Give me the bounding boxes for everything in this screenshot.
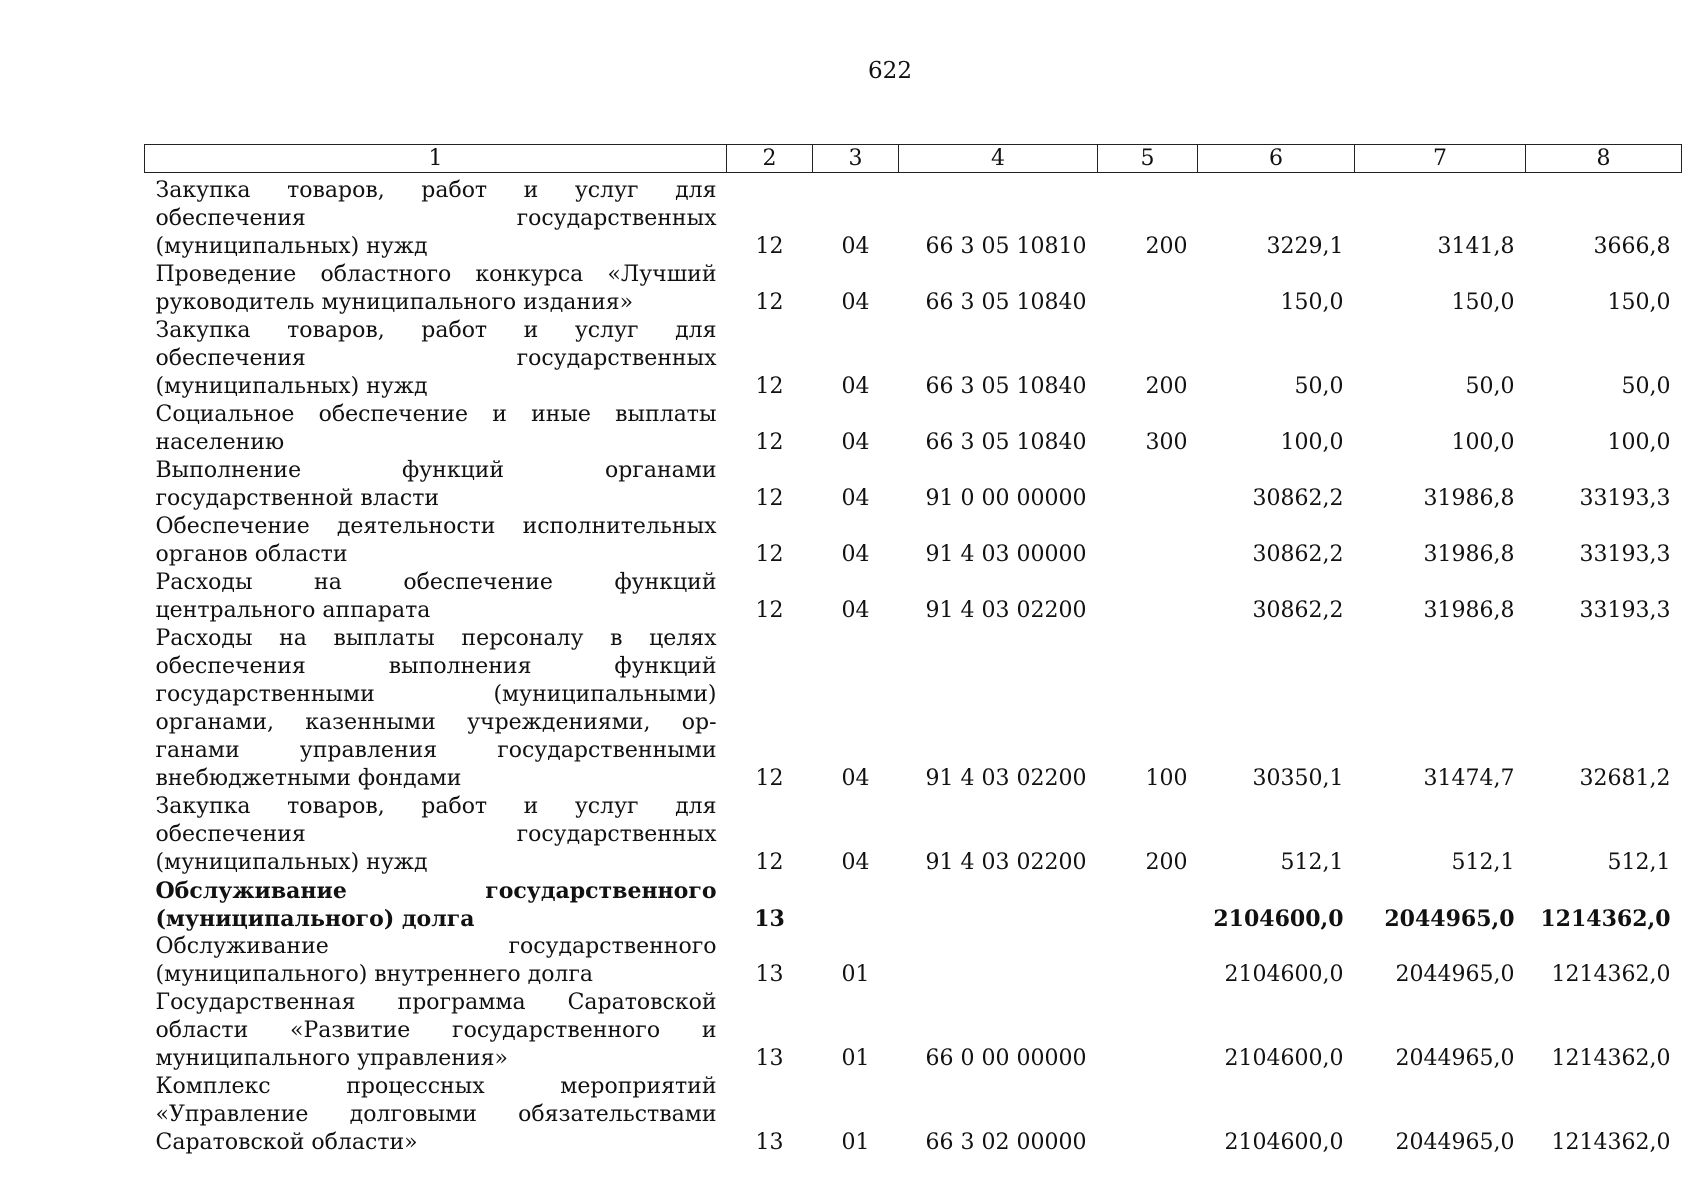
row-name: Социальное обеспечение и иные выплаты населению	[155, 402, 717, 455]
row-name: Расходы на выплаты персоналу в целях обеспечения выполнения функций государственными (муниципальными) органами, казенными учреждениями, органами управления государственными внебюджетными фондами	[155, 626, 717, 791]
row-subsection: 04	[841, 374, 870, 399]
budget-table	[144, 144, 1682, 1157]
row-name: Закупка товаров, работ и услуг для обеспечения государственных (муниципальных) нужд	[155, 794, 717, 875]
row-expense-type	[1098, 261, 1198, 317]
row-section: 12	[755, 430, 784, 455]
row-section: 12	[755, 850, 784, 875]
row-section: 13	[755, 1046, 784, 1071]
row-amount-3: 3666,8	[1593, 234, 1671, 259]
row-amount-2: 31986,8	[1423, 542, 1515, 567]
column-header-5: 5	[1098, 145, 1198, 173]
row-section: 12	[755, 290, 784, 315]
row-amount-2: 512,1	[1451, 850, 1515, 875]
row-amount-3: 1214362,0	[1551, 1130, 1671, 1155]
row-expense-type	[1098, 457, 1198, 513]
row-subsection: 01	[841, 962, 870, 987]
table-row	[145, 317, 1682, 401]
row-expense-type: 100	[1145, 766, 1188, 791]
row-amount-2: 100,0	[1451, 430, 1515, 455]
row-amount-1: 100,0	[1280, 430, 1344, 455]
row-subsection: 04	[841, 486, 870, 511]
row-subsection: 04	[841, 766, 870, 791]
row-name: Проведение областного конкурса «Лучший руководитель муниципального издания»	[155, 262, 717, 315]
column-header-6: 6	[1198, 145, 1355, 173]
row-section: 12	[755, 486, 784, 511]
row-amount-2: 3141,8	[1437, 234, 1515, 259]
row-target-code: 91 4 03 02200	[925, 598, 1087, 623]
row-expense-type	[1098, 513, 1198, 569]
table-row	[145, 401, 1682, 457]
row-amount-1: 30862,2	[1252, 542, 1344, 567]
row-subsection	[813, 877, 899, 933]
row-expense-type	[1098, 1073, 1198, 1157]
row-section: 12	[755, 766, 784, 791]
page-number: 622	[868, 58, 912, 84]
row-expense-type	[1098, 933, 1198, 989]
row-target-code: 91 0 00 00000	[925, 486, 1087, 511]
row-name: Расходы на обеспечение функций центрального аппарата	[155, 570, 717, 623]
row-amount-2: 2044965,0	[1384, 906, 1515, 932]
row-amount-1: 2104600,0	[1213, 906, 1344, 932]
table-row	[145, 261, 1682, 317]
column-header-1: 1	[145, 145, 727, 173]
row-name: Обслуживание государственного (муниципального) внутреннего долга	[155, 934, 717, 987]
row-subsection: 04	[841, 542, 870, 567]
row-section: 13	[755, 962, 784, 987]
row-name: Закупка товаров, работ и услуг для обеспечения государственных (муниципальных) нужд	[155, 178, 717, 259]
row-expense-type	[1098, 569, 1198, 625]
row-amount-3: 33193,3	[1579, 486, 1671, 511]
row-name: Государственная программа Саратовской области «Развитие государственного и муниципального управления»	[155, 990, 717, 1071]
column-header-8: 8	[1526, 145, 1682, 173]
row-section: 12	[755, 234, 784, 259]
row-target-code: 66 3 05 10840	[925, 374, 1087, 399]
row-amount-2: 31986,8	[1423, 486, 1515, 511]
row-amount-3: 512,1	[1607, 850, 1671, 875]
row-amount-2: 31986,8	[1423, 598, 1515, 623]
row-amount-1: 2104600,0	[1224, 962, 1344, 987]
row-amount-1: 3229,1	[1266, 234, 1344, 259]
row-amount-3: 32681,2	[1579, 766, 1671, 791]
row-amount-3: 1214362,0	[1551, 1046, 1671, 1071]
row-target-code: 66 3 05 10840	[925, 430, 1087, 455]
row-name: Комплекс процессных мероприятий «Управление долговыми обязательствами Саратовской области»	[155, 1074, 717, 1155]
row-name: Обеспечение деятельности исполнительных органов области	[155, 514, 717, 567]
row-section: 13	[754, 906, 785, 932]
row-amount-2: 2044965,0	[1395, 962, 1515, 987]
row-amount-2: 2044965,0	[1395, 1130, 1515, 1155]
row-amount-3: 100,0	[1607, 430, 1671, 455]
row-target-code: 91 4 03 02200	[925, 850, 1087, 875]
row-amount-1: 2104600,0	[1224, 1046, 1344, 1071]
row-subsection: 04	[841, 430, 870, 455]
row-section: 12	[755, 374, 784, 399]
row-section: 13	[755, 1130, 784, 1155]
column-header-7: 7	[1355, 145, 1526, 173]
table-row	[145, 1073, 1682, 1157]
row-target-code: 91 4 03 02200	[925, 766, 1087, 791]
row-subsection: 01	[841, 1046, 870, 1071]
row-section: 12	[755, 542, 784, 567]
row-subsection: 04	[841, 234, 870, 259]
row-target-code	[899, 877, 1098, 933]
row-amount-1: 50,0	[1294, 374, 1344, 399]
row-expense-type: 300	[1145, 430, 1188, 455]
row-amount-1: 150,0	[1280, 290, 1344, 315]
row-section: 12	[755, 598, 784, 623]
row-name: Закупка товаров, работ и услуг для обеспечения государственных (муниципальных) нужд	[155, 318, 717, 399]
table-row	[145, 625, 1682, 793]
column-header-2: 2	[727, 145, 813, 173]
row-amount-1: 30350,1	[1252, 766, 1344, 791]
table-row	[145, 513, 1682, 569]
table-header	[145, 145, 1682, 173]
row-amount-2: 50,0	[1465, 374, 1515, 399]
row-expense-type: 200	[1145, 374, 1188, 399]
row-expense-type	[1098, 877, 1198, 933]
row-target-code: 66 3 05 10840	[925, 290, 1087, 315]
table-row	[145, 569, 1682, 625]
row-amount-3: 50,0	[1621, 374, 1671, 399]
row-amount-3: 33193,3	[1579, 598, 1671, 623]
row-amount-1: 2104600,0	[1224, 1130, 1344, 1155]
table-row	[145, 457, 1682, 513]
header-row	[145, 145, 1682, 173]
row-amount-1: 512,1	[1280, 850, 1344, 875]
column-header-3: 3	[813, 145, 899, 173]
row-subsection: 04	[841, 598, 870, 623]
row-subsection: 04	[841, 850, 870, 875]
row-amount-2: 31474,7	[1423, 766, 1515, 791]
table-row	[145, 793, 1682, 877]
table-row	[145, 877, 1682, 933]
table-row	[145, 933, 1682, 989]
row-target-code: 66 3 02 00000	[925, 1130, 1087, 1155]
row-amount-3: 1214362,0	[1540, 906, 1671, 932]
row-name: Обслуживание государственного (муниципального) долга	[155, 878, 717, 932]
table-body	[145, 173, 1682, 1158]
row-target-code	[899, 933, 1098, 989]
row-expense-type: 200	[1145, 234, 1188, 259]
row-amount-2: 150,0	[1451, 290, 1515, 315]
row-amount-3: 33193,3	[1579, 542, 1671, 567]
table-row	[145, 989, 1682, 1073]
row-subsection: 01	[841, 1130, 870, 1155]
row-target-code: 66 0 00 00000	[925, 1046, 1087, 1071]
row-target-code: 66 3 05 10810	[925, 234, 1087, 259]
column-header-4: 4	[899, 145, 1098, 173]
row-amount-1: 30862,2	[1252, 486, 1344, 511]
row-target-code: 91 4 03 00000	[925, 542, 1087, 567]
row-expense-type: 200	[1145, 850, 1188, 875]
row-subsection: 04	[841, 290, 870, 315]
row-amount-3: 150,0	[1607, 290, 1671, 315]
row-amount-3: 1214362,0	[1551, 962, 1671, 987]
row-name: Выполнение функций органами государственной власти	[155, 458, 717, 511]
row-amount-2: 2044965,0	[1395, 1046, 1515, 1071]
table-row	[145, 173, 1682, 262]
row-expense-type	[1098, 989, 1198, 1073]
row-amount-1: 30862,2	[1252, 598, 1344, 623]
